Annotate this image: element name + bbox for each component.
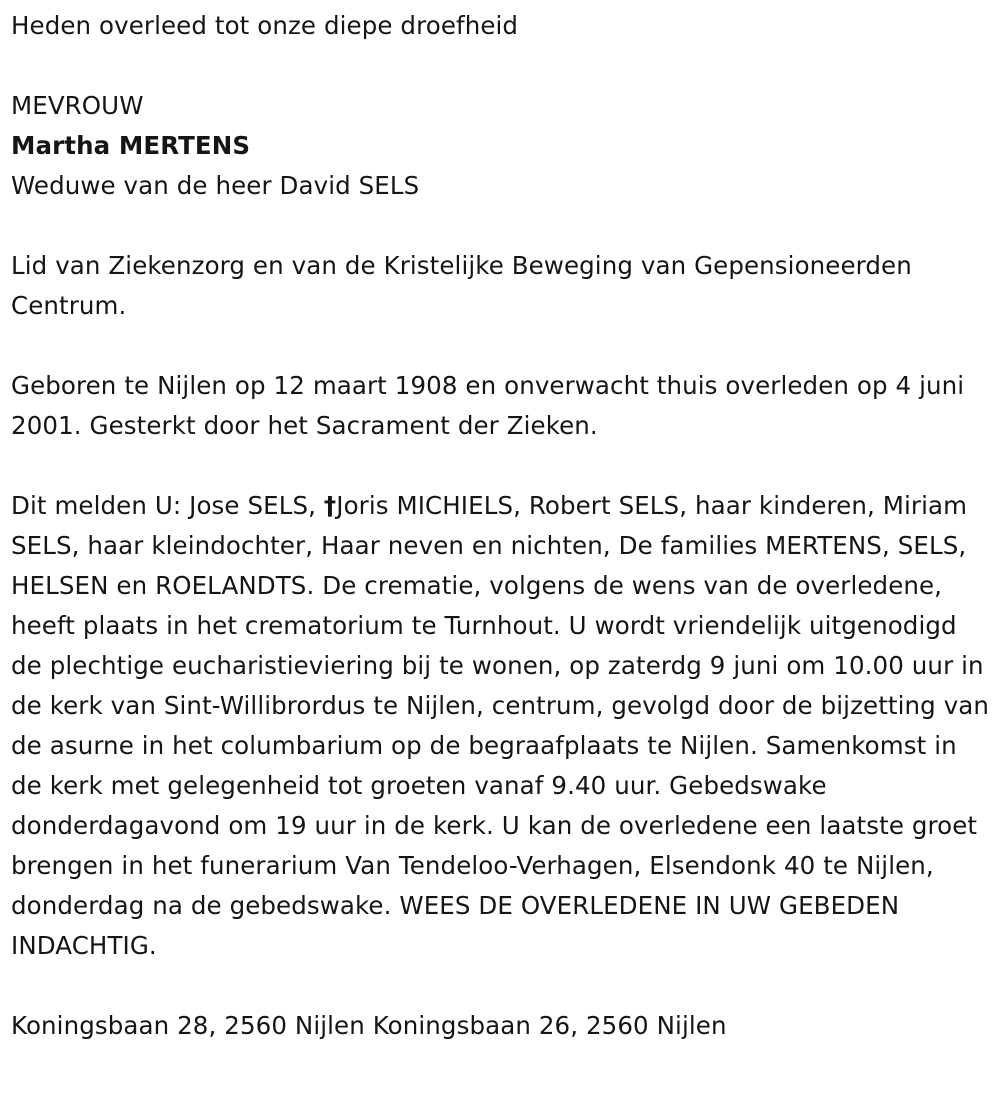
- addresses-line: Koningsbaan 28, 2560 Nijlen Koningsbaan 26, 2560 Nijlen: [11, 1011, 727, 1040]
- spacer: [11, 446, 991, 486]
- birth-death-paragraph: Geboren te Nijlen op 12 maart 1908 en onverwacht thuis overleden op 4 juni 2001. Gesterkt door het Sacrament der Zieken.: [11, 371, 965, 440]
- intro-line: Heden overleed tot onze diepe droefheid: [11, 11, 519, 40]
- deceased-name: Martha MERTENS: [11, 131, 251, 160]
- announcement-start: Dit melden U: Jose SELS,: [11, 491, 324, 520]
- spouse-line: Weduwe van de heer David SELS: [11, 171, 420, 200]
- cross-icon: †: [323, 491, 337, 520]
- spacer: [11, 966, 991, 1006]
- spacer: [11, 206, 991, 246]
- spacer: [11, 326, 991, 366]
- announcement-paragraph: [11, 486, 991, 966]
- announcement-rest: Joris MICHIELS, Robert SELS, haar kinderen, Miriam SELS, haar kleindochter, Haar neven en nichten, De families MERTENS, SELS, HELSEN en ROELANDTS. De crematie, volgens de wens van de overledene, heeft plaats in het crematorium te Turnhout. U wordt vriendelijk uitgenodigd de plechtige eucharistieviering bij te wonen, op zaterdg 9 juni om 10.00 uur in de kerk van Sint-Willibrordus te Nijlen, centrum, gevolgd door de bijzetting van de asurne in het columbarium op de begraafplaats te Nijlen. Samenkomst in de kerk met gelegenheid tot groeten vanaf 9.40 uur. Gebedswake donderdagavond om 19 uur in de kerk. U kan de overledene een laatste groet brengen in het funerarium Van Tendeloo-Verhagen, Elsendonk 40 te Nijlen, donderdag na de gebedswake. WEES DE OVERLEDENE IN UW GEBEDEN INDACHTIG.: [11, 491, 990, 960]
- death-notice: [11, 6, 991, 1046]
- honorific: MEVROUW: [11, 91, 144, 120]
- spacer: [11, 46, 991, 86]
- membership-paragraph: Lid van Ziekenzorg en van de Kristelijke Beweging van Gepensioneerden Centrum.: [11, 251, 912, 320]
